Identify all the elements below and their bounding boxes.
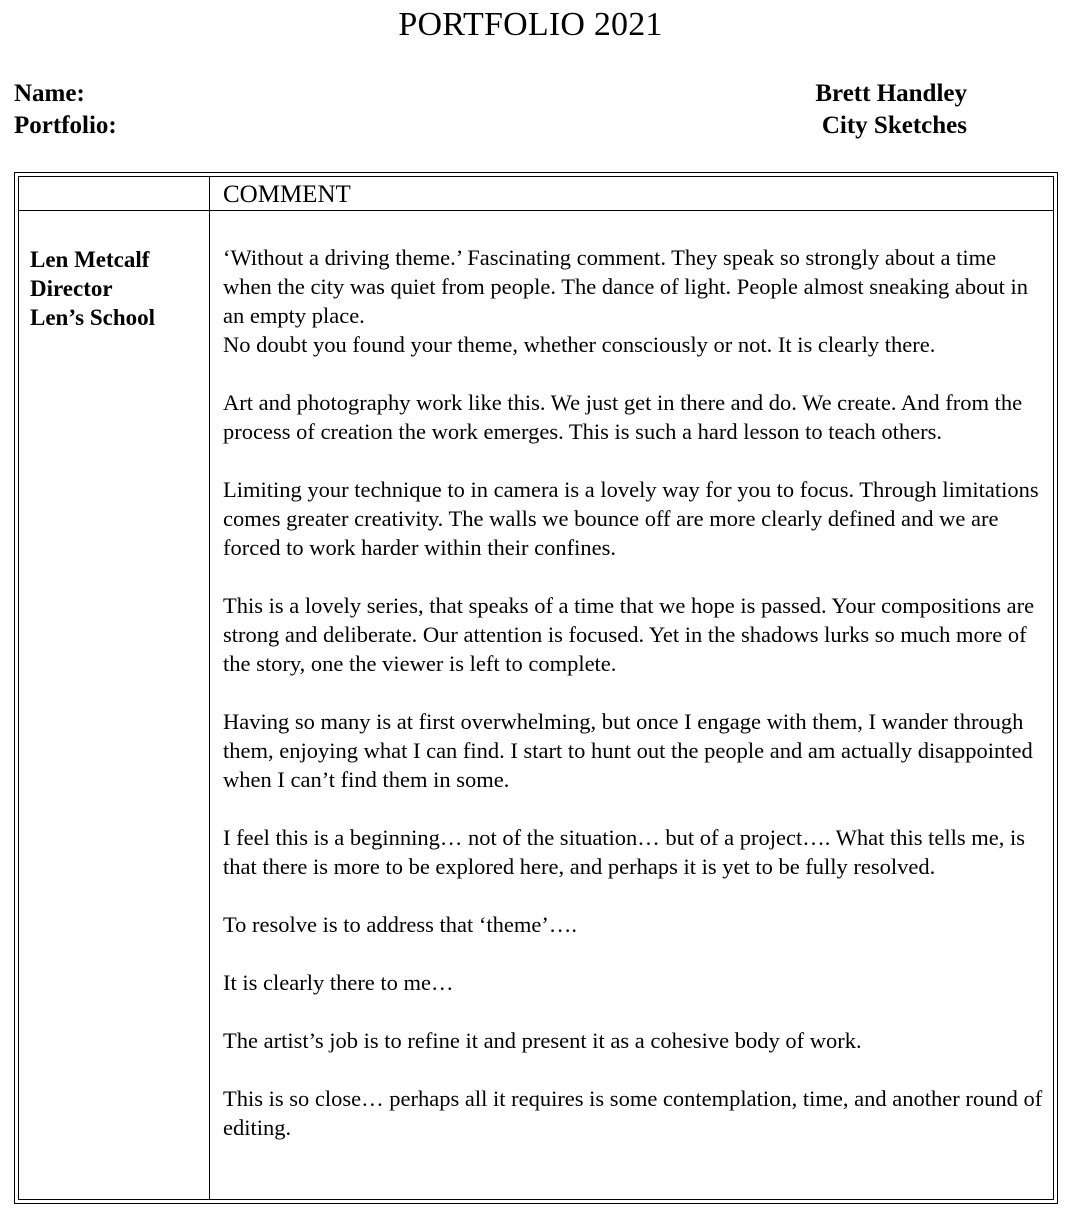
name-label: Name: [14,80,85,107]
portfolio-label: Portfolio: [14,112,117,139]
comment-line: The artist’s job is to refine it and present it as a cohesive body of work. [223,1028,862,1053]
comment-paragraph [223,1026,1045,1055]
reviewer-block [30,245,155,332]
comment-paragraph [223,910,1045,939]
comment-body [223,243,1045,1142]
comment-paragraph [223,475,1045,562]
comment-line: Art and photography work like this. We just get in there and do. We create. And from the process of creation the work emerges. This is such a hard lesson to teach others. [223,390,1023,444]
comment-paragraph [223,1084,1045,1142]
comment-table-inner [18,176,1054,1200]
comment-column-header: COMMENT [223,181,351,208]
column-divider [209,177,210,1199]
comment-paragraph [223,968,1045,997]
comment-line: ‘Without a driving theme.’ Fascinating comment. They speak so strongly about a time when the city was quiet from people. The dance of light. People almost sneaking about in an empty place. [223,245,1029,328]
comment-table [14,172,1058,1204]
comment-paragraph [223,591,1045,678]
comment-line: It is clearly there to me… [223,970,454,995]
comment-line: This is so close… perhaps all it requires is some contemplation, time, and another round of editing. [223,1086,1043,1140]
comment-line: I feel this is a beginning… not of the situation… but of a project…. What this tells me, is that there is more to be explored here, and perhaps it is yet to be fully resolved. [223,825,1025,879]
name-value: Brett Handley [815,80,967,107]
comment-line: Limiting your technique to in camera is a lovely way for you to focus. Through limitations comes greater creativity. The walls we bounce off are more clearly defined and we are forced to work harder within their confines. [223,477,1039,560]
reviewer-name: Len Metcalf [30,247,150,272]
comment-paragraph [223,243,1045,359]
reviewer-role: Director [30,276,113,301]
comment-paragraph [223,823,1045,881]
reviewer-organization: Len’s School [30,305,156,330]
portfolio-value: City Sketches [821,112,967,139]
comment-paragraph [223,388,1045,446]
comment-line: No doubt you found your theme, whether consciously or not. It is clearly there. [223,332,936,357]
comment-paragraph [223,707,1045,794]
comment-line: Having so many is at first overwhelming, but once I engage with them, I wander through them, enjoying what I can find. I start to hunt out the people and am actually disappointed when I can’t find them in some. [223,709,1033,792]
page-title: PORTFOLIO 2021 [398,6,663,43]
comment-line: This is a lovely series, that speaks of a time that we hope is passed. Your compositions are strong and deliberate. Our attention is focused. Yet in the shadows lurks so much more of the story, one the viewer is left to complete. [223,593,1035,676]
header-divider [19,210,1053,211]
comment-line: To resolve is to address that ‘theme’…. [223,912,577,937]
